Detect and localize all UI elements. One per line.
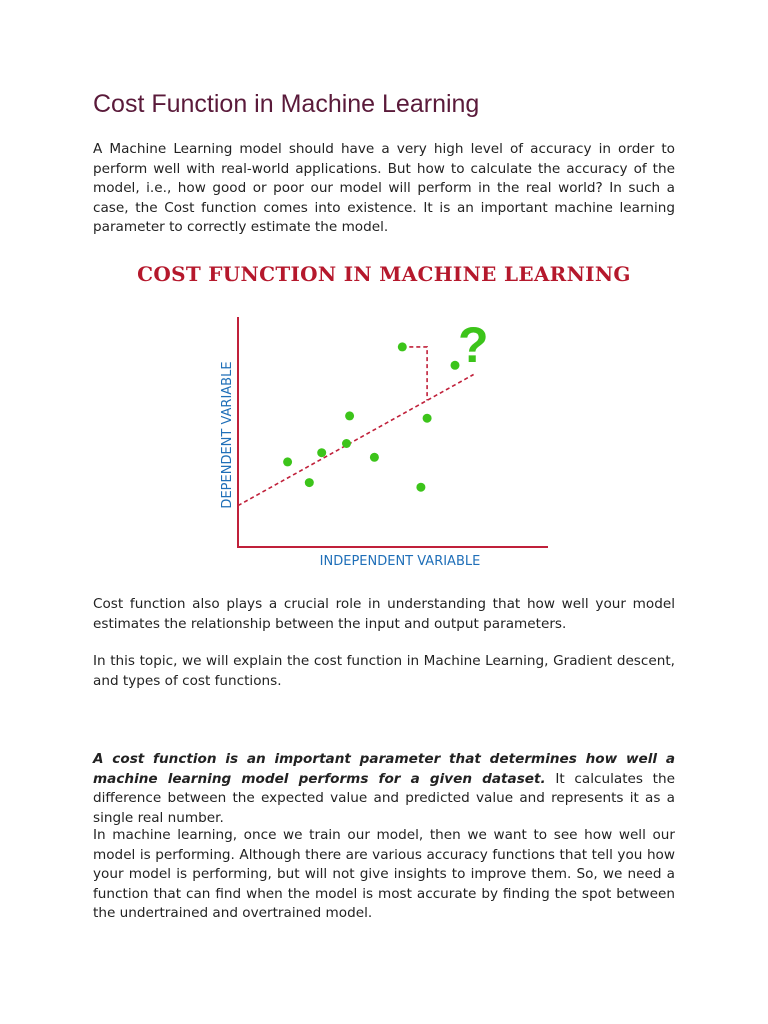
data-point-4 — [342, 439, 351, 448]
data-point-8 — [416, 483, 425, 492]
x-axis-label: INDEPENDENT VARIABLE — [319, 554, 481, 569]
intro-paragraph: A Machine Learning model should have a very high level of accuracy in order to perform well with real-world applications. But how to calculate the accuracy of the model, i.e., how good or poor our model will perform in the real world? In such a case, the Cost function comes into existence. It is an important machine learning parameter to correctly estimate the model. — [93, 141, 675, 236]
data-point-1 — [283, 457, 292, 466]
question-mark: ? — [458, 317, 489, 373]
paragraph-3: In this topic, we will explain the cost function in Machine Learning, Gradient descent, and types of cost functions. — [93, 653, 675, 689]
data-point-6 — [370, 453, 379, 462]
data-point-7 — [398, 342, 407, 351]
data-points — [283, 342, 459, 491]
paragraph-2: Cost function also plays a crucial role in understanding that how well your model estimates the relationship between the input and output parameters. — [93, 596, 675, 632]
data-point-5 — [345, 411, 354, 420]
data-point-9 — [423, 414, 432, 423]
data-point-3 — [317, 448, 326, 457]
paragraph-5: In machine learning, once we train our model, then we want to see how well our model is performing. Although there are various accuracy functions that tell you how your model is performing, but will not give insights to improve them. So, we need a function that can find when the model is most accurate by finding the spot between the undertrained and overtrained model. — [93, 827, 675, 922]
paragraph-4 — [93, 750, 675, 828]
cost-function-chart — [200, 305, 570, 585]
data-point-2 — [305, 478, 314, 487]
page-title: Cost Function in Machine Learning — [93, 90, 480, 118]
figure-title: COST FUNCTION IN MACHINE LEARNING — [137, 262, 631, 286]
residual-line — [402, 347, 427, 400]
definition-rest: It calculates the difference between the expected value and predicted value and represents it as a single real number. — [93, 770, 675, 826]
definition-emphasis: A cost function is an important parameter that determines how well a machine learning model performs for a given dataset. — [93, 751, 675, 787]
y-axis-label: DEPENDENT VARIABLE — [220, 361, 235, 509]
regression-line — [238, 375, 474, 506]
